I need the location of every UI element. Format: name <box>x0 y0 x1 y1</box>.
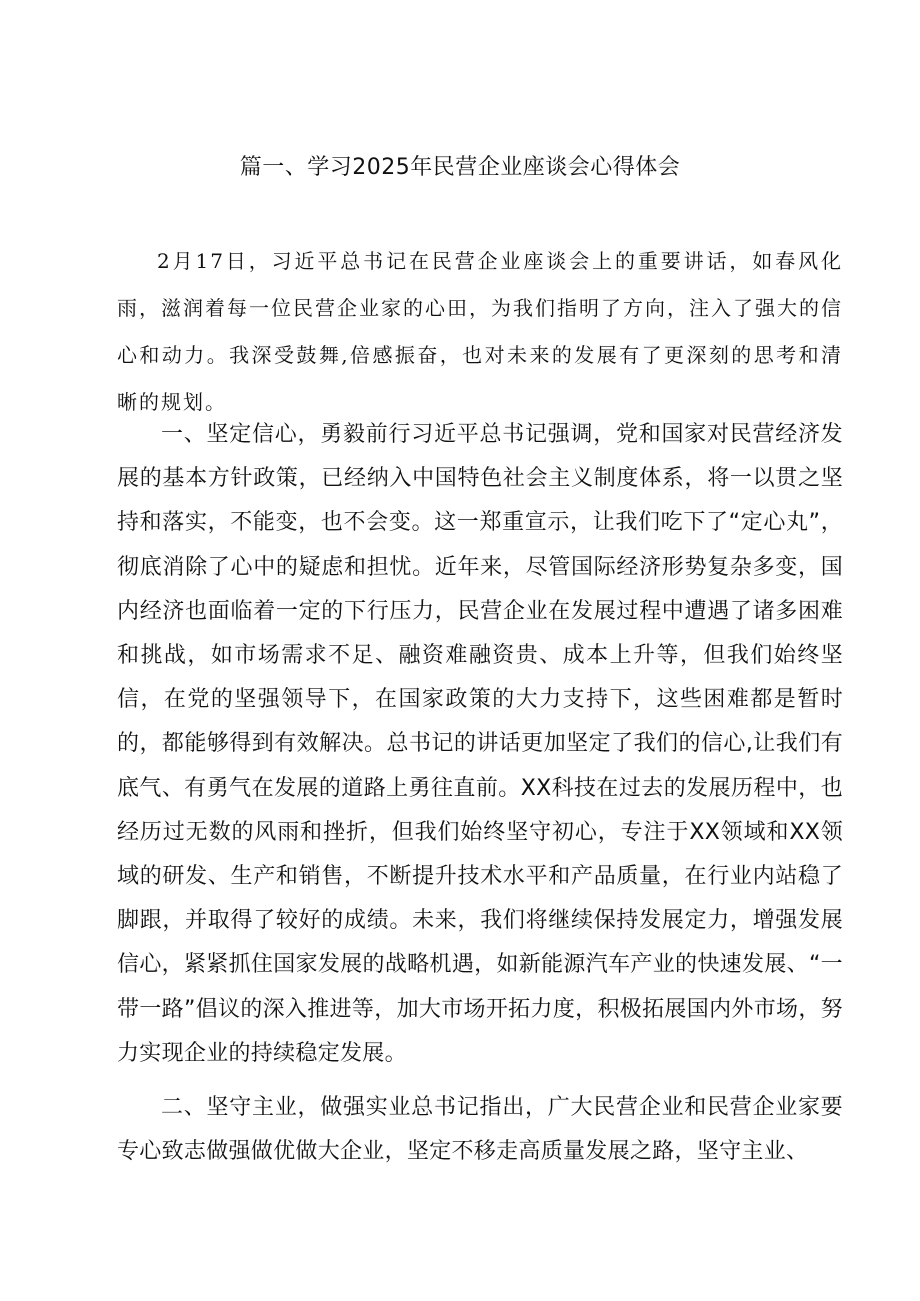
intro-paragraph: 2月17日，习近平总书记在民营企业座谈会上的重要讲话，如春风化雨，滋润着每一位民营企业家的心田，为我们指明了方向，注入了强大的信心和动力。我深受鼓舞,倍感振奋，也对未来的发展有了更深刻的思考和清晰的规划。 <box>117 249 843 414</box>
section-two-paragraph: 二、坚守主业，做强实业总书记指出，广大民营企业和民营企业家要专心致志做强做优做大企业，坚定不移走高质量发展之路，坚守主业、 <box>117 1095 843 1165</box>
section-one-paragraph: 一、坚定信心，勇毅前行习近平总书记强调，党和国家对民营经济发展的基本方针政策，已经纳入中国特色社会主义制度体系，将一以贯之坚持和落实，不能变，也不会变。这一郑重宣示，让我们吃下了“定心丸”，彻底消除了心中的疑虑和担忧。近年来，尽管国际经济形势复杂多变，国内经济也面临着一定的下行压力，民营企业在发展过程中遭遇了诸多困难和挑战，如市场需求不足、融资难融资贵、成本上升等，但我们始终坚信，在党的坚强领导下，在国家政策的大力支持下，这些困难都是暂时的，都能够得到有效解决。总书记的讲话更加坚定了我们的信心,让我们有底气、有勇气在发展的道路上勇往直前。XX科技在过去的发展历程中，也经历过无数的风雨和挫折，但我们始终坚守初心，专注于XX领域和XX领域的研发、生产和销售，不断提升技术水平和产品质量，在行业内站稳了脚跟，并取得了较好的成绩。未来，我们将继续保持发展定力，增强发展信心，紧紧抓住国家发展的战略机遇，如新能源汽车产业的快速发展、“一带一路”倡议的深入推进等，加大市场开拓力度，积极拓展国内外市场，努力实现企业的持续稳定发展。 <box>117 422 843 1066</box>
document-title: 篇一、学习2025年民营企业座谈会心得体会 <box>239 155 681 180</box>
